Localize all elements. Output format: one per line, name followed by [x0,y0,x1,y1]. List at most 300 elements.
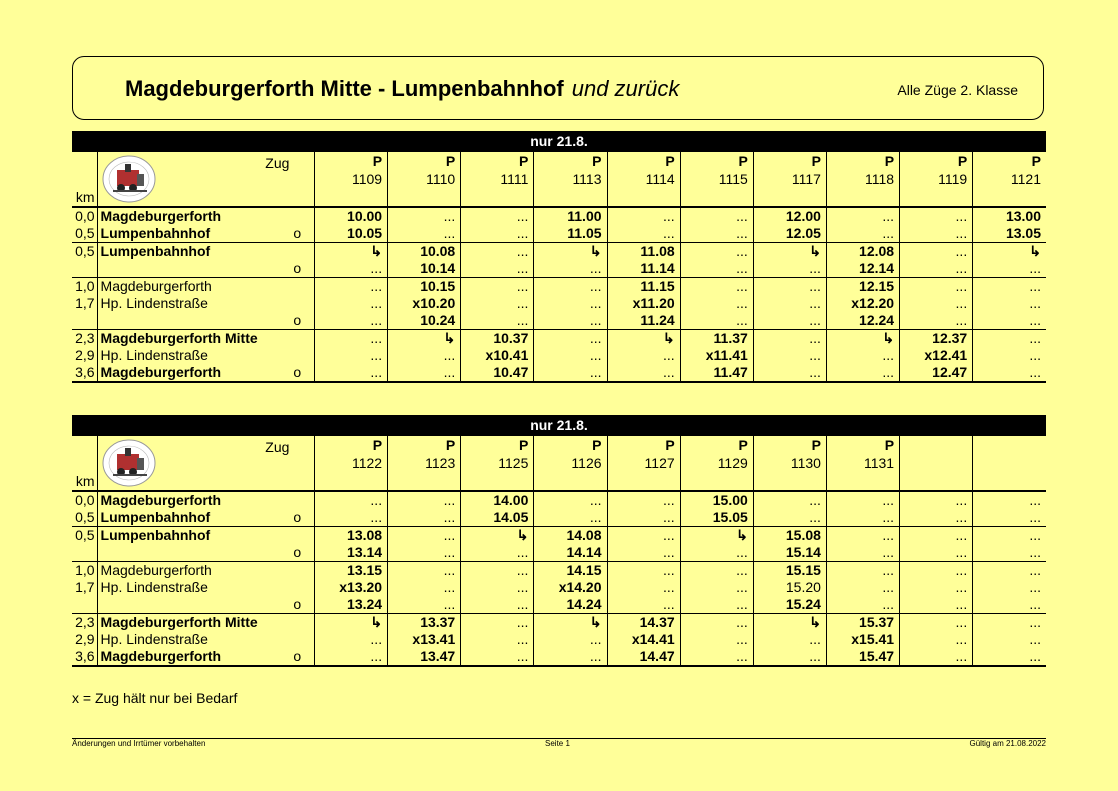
class-note: Alle Züge 2. Klasse [897,82,1018,98]
train-number: 1109 [314,170,387,188]
continuation-arrow-icon: ↳ [826,330,899,348]
table-row [72,614,1046,632]
railway-logo [101,154,157,204]
time-cell: 13.14 [314,544,387,562]
time-cell: 11.15 [607,278,680,296]
train-category: P [753,152,826,170]
time-cell: ... [607,364,680,382]
time-cell: ... [607,562,680,580]
footnote: x = Zug hält nur bei Bedarf [72,690,238,706]
time-cell: ... [900,544,973,562]
time-cell: ... [680,295,753,312]
time-cell: x11.20 [607,295,680,312]
time-cell: ... [680,562,753,580]
train-category: P [314,436,387,454]
time-cell: ... [607,347,680,364]
train-category-row [72,152,1046,170]
time-cell: x13.20 [314,579,387,596]
time-cell: ... [314,364,387,382]
time-cell: ... [607,579,680,596]
station-name: Hp. Lindenstraße [100,579,208,595]
departure-mark: o [293,364,314,382]
time-cell: ... [680,278,753,296]
train-number: 1127 [607,454,680,472]
time-cell: ... [900,614,973,632]
time-cell: ... [1029,295,1041,311]
time-cell: x10.41 [461,347,534,364]
time-cell: ... [753,278,826,296]
time-cell: ... [1029,579,1041,595]
time-cell: ... [900,631,973,648]
departure-mark [293,243,314,261]
time-cell: 12.37 [900,330,973,348]
footer-center: Seite 1 [545,739,570,748]
km-value [72,312,97,330]
logo-cell [97,436,293,491]
time-cell: x15.41 [826,631,899,648]
time-cell: ... [534,312,607,330]
time-cell: ... [753,260,826,278]
continuation-arrow-icon: ↳ [607,330,680,348]
station-name: Lumpenbahnhof [100,225,211,241]
time-cell: 15.20 [753,579,826,596]
table-row [72,330,1046,348]
page-title [125,76,679,102]
time-cell: 14.37 [607,614,680,632]
time-cell: ... [680,260,753,278]
train-number: 1126 [534,454,607,472]
time-cell: 12.05 [753,225,826,243]
time-cell: x11.41 [680,347,753,364]
train-category: P [388,152,461,170]
time-cell: 13.05 [1005,225,1041,241]
train-category: P [314,152,387,170]
time-cell: ... [1029,544,1041,560]
time-cell: ... [314,260,387,278]
time-cell: ... [900,312,973,330]
time-cell: 15.00 [680,491,753,509]
continuation-arrow-icon: ↳ [534,243,607,261]
train-number: 1113 [534,170,607,188]
time-cell: 13.08 [314,527,387,545]
train-number: 1119 [900,170,973,188]
time-cell: ... [900,295,973,312]
time-cell: ... [607,544,680,562]
continuation-arrow-icon: ↳ [753,243,826,261]
train-category: P [680,152,753,170]
time-cell: ... [314,509,387,527]
departure-mark [293,579,314,596]
time-cell: 12.47 [900,364,973,382]
table-row [72,312,1046,330]
time-cell: ... [826,596,899,614]
time-cell: ... [534,491,607,509]
time-cell: ... [534,631,607,648]
time-cell: ... [753,631,826,648]
time-cell: ... [826,207,899,225]
time-cell: ... [753,491,826,509]
time-cell: ... [900,579,973,596]
time-cell: ... [607,225,680,243]
time-cell: ... [461,579,534,596]
time-cell: ... [680,207,753,225]
table-row [72,491,1046,509]
departure-mark: o [293,225,314,243]
km-value: 0,0 [72,207,97,225]
time-cell: ... [1029,260,1041,276]
time-cell: ... [826,509,899,527]
departure-mark: o [293,312,314,330]
time-cell: ... [973,527,1046,545]
train-category: P [534,152,607,170]
time-cell: 10.37 [461,330,534,348]
time-cell: ... [973,364,1046,382]
time-cell: x14.20 [534,579,607,596]
time-cell: ... [314,491,387,509]
time-cell: 10.47 [461,364,534,382]
time-cell: ... [461,631,534,648]
header-box [72,56,1044,120]
table-row [72,579,1046,596]
banner-row [72,415,1046,436]
km-value: 2,9 [72,631,97,648]
km-value: 1,0 [72,278,97,296]
time-cell: 15.15 [753,562,826,580]
km-value: 3,6 [72,364,97,382]
time-cell: 13.00 [973,207,1046,225]
train-number: 1129 [680,454,753,472]
train-category [973,436,1046,454]
train-number: 1115 [680,170,753,188]
departure-mark [293,527,314,545]
time-cell: ... [607,207,680,225]
time-cell: ... [461,544,534,562]
km-value: 0,5 [72,225,97,243]
time-cell: ... [314,648,387,666]
time-cell: ... [388,491,461,509]
time-cell: ... [826,225,899,243]
time-cell: ... [826,544,899,562]
train-category: P [826,152,899,170]
time-cell: ... [607,491,680,509]
time-cell: ... [900,491,973,509]
km-value [72,260,97,278]
table-row [72,243,1046,261]
time-cell: ... [388,364,461,382]
km-label: km [72,188,97,207]
train-number: 1111 [461,170,534,188]
train-category: P [461,152,534,170]
station-name: Hp. Lindenstraße [100,347,208,363]
time-cell: ... [680,312,753,330]
km-value: 0,5 [72,243,97,261]
departure-mark [293,278,314,296]
table-row [72,295,1046,312]
table-row [72,260,1046,278]
train-category [900,436,973,454]
time-cell: 10.14 [388,260,461,278]
table-row [72,631,1046,648]
time-cell: ... [314,330,387,348]
time-cell: ... [534,648,607,666]
time-cell: 10.00 [314,207,387,225]
time-cell: 14.08 [534,527,607,545]
time-cell: 14.05 [461,509,534,527]
time-cell: 13.37 [388,614,461,632]
timetable-block-2 [72,415,1046,667]
departure-mark: o [293,596,314,614]
continuation-arrow-icon: ↳ [753,614,826,632]
departure-mark: o [293,648,314,666]
train-category: P [900,152,973,170]
time-cell: ... [461,243,534,261]
station-name: Magdeburgerforth [97,207,293,225]
time-cell: ... [388,579,461,596]
time-cell: ... [314,278,387,296]
time-cell: ... [461,596,534,614]
time-cell: ... [900,648,973,666]
train-number: 1114 [607,170,680,188]
train-category: P [753,436,826,454]
time-cell: ... [534,260,607,278]
train-category: P [680,436,753,454]
timetable-block-1 [72,131,1046,383]
time-cell: 11.37 [680,330,753,348]
banner: nur 21.8. [72,415,1046,436]
km-value: 0,5 [72,527,97,545]
time-cell: 10.15 [388,278,461,296]
time-cell: ... [388,207,461,225]
railway-logo [101,438,157,488]
km-value: 2,3 [72,330,97,348]
time-cell: ... [826,491,899,509]
train-number: 1123 [388,454,461,472]
train-category: P [826,436,899,454]
time-cell: ... [900,225,973,243]
station-name: Magdeburgerforth [97,648,293,666]
time-cell: ... [534,295,607,312]
time-cell: ... [534,278,607,296]
table-row [72,347,1046,364]
time-cell: 11.24 [607,312,680,330]
time-cell: 15.14 [753,544,826,562]
time-cell: ... [388,509,461,527]
time-cell: ... [753,364,826,382]
time-cell: ... [388,527,461,545]
station-name [97,260,293,278]
time-cell: 13.15 [314,562,387,580]
train-category: P [461,436,534,454]
time-cell: ... [461,614,534,632]
time-cell: ... [388,347,461,364]
time-cell: ... [680,579,753,596]
time-cell: ... [461,295,534,312]
station-name: Magdeburgerforth Mitte [97,614,293,632]
time-cell: ... [753,509,826,527]
time-cell: ... [461,312,534,330]
km-value: 0,5 [72,509,97,527]
time-cell: 14.47 [607,648,680,666]
continuation-arrow-icon: ↳ [973,243,1046,261]
station-name [97,596,293,614]
time-cell: 11.00 [534,207,607,225]
time-cell: ... [680,614,753,632]
continuation-arrow-icon: ↳ [314,243,387,261]
time-cell: ... [388,544,461,562]
time-cell: 12.00 [753,207,826,225]
table-row [72,527,1046,545]
banner: nur 21.8. [72,131,1046,152]
departure-mark [293,295,314,312]
departure-mark: o [293,509,314,527]
table-row [72,225,1046,243]
train-category-row [72,436,1046,454]
station-name [97,544,293,562]
train-number: 1121 [1010,171,1041,187]
train-number [973,454,1046,472]
train-category: P [534,436,607,454]
time-cell: ... [680,631,753,648]
continuation-arrow-icon: ↳ [534,614,607,632]
continuation-arrow-icon: ↳ [680,527,753,545]
time-cell: 14.00 [461,491,534,509]
time-cell: ... [680,225,753,243]
continuation-arrow-icon: ↳ [314,614,387,632]
time-cell: ... [973,614,1046,632]
train-category: P [1031,153,1041,169]
departure-mark [293,614,314,632]
banner-row [72,131,1046,152]
train-number: 1131 [826,454,899,472]
title-suffix: und zurück [571,76,680,101]
time-cell: ... [388,562,461,580]
time-cell: ... [461,648,534,666]
train-number: 1110 [388,170,461,188]
time-cell: ... [900,207,973,225]
title-main: Magdeburgerforth Mitte - Lumpenbahnhof [125,76,564,101]
time-cell: ... [314,347,387,364]
time-cell: ... [388,596,461,614]
km-value: 2,9 [72,347,97,364]
time-cell: ... [826,347,899,364]
time-cell: 14.15 [534,562,607,580]
time-cell: 12.08 [826,243,899,261]
km-value [72,596,97,614]
time-cell: ... [1029,312,1041,328]
time-cell: 11.05 [534,225,607,243]
time-cell: ... [607,509,680,527]
time-cell: ... [753,648,826,666]
departure-mark: o [293,260,314,278]
time-cell: 13.47 [388,648,461,666]
time-cell: ... [826,562,899,580]
train-number: 1130 [753,454,826,472]
table-row [72,562,1046,580]
time-cell: 12.24 [826,312,899,330]
time-cell: ... [534,347,607,364]
time-cell: ... [753,312,826,330]
train-number: 1118 [826,170,899,188]
station-name: Magdeburgerforth [97,562,293,580]
time-cell: ... [314,312,387,330]
departure-mark [293,207,314,225]
time-cell: ... [680,596,753,614]
train-number [900,454,973,472]
train-number: 1117 [753,170,826,188]
departure-mark [293,562,314,580]
table-row [72,596,1046,614]
time-cell: ... [973,562,1046,580]
time-cell: 15.05 [680,509,753,527]
time-cell: ... [314,631,387,648]
station-name: Lumpenbahnhof [97,243,293,261]
time-cell: ... [973,278,1046,296]
time-cell: ... [534,509,607,527]
footer-left: Änderungen und Irrtümer vorbehalten [72,739,206,748]
time-cell: ... [607,527,680,545]
km-value: 1,7 [72,579,97,596]
continuation-arrow-icon: ↳ [388,330,461,348]
continuation-arrow-icon: ↳ [461,527,534,545]
train-number: 1122 [314,454,387,472]
time-cell: ... [461,207,534,225]
station-name: Magdeburgerforth [97,364,293,382]
time-cell: ... [534,364,607,382]
time-cell: x14.41 [607,631,680,648]
train-category: P [607,152,680,170]
time-cell: x10.20 [388,295,461,312]
time-cell: 10.08 [388,243,461,261]
station-name: Lumpenbahnhof [97,527,293,545]
time-cell: 11.14 [607,260,680,278]
time-cell: 15.37 [826,614,899,632]
departure-mark [293,330,314,348]
time-cell: 11.08 [607,243,680,261]
station-name: Hp. Lindenstraße [100,295,208,311]
zug-label: Zug [265,439,290,455]
station-name [97,312,293,330]
time-cell: ... [753,330,826,348]
time-cell: 12.15 [826,278,899,296]
time-cell: ... [826,364,899,382]
time-cell: ... [461,260,534,278]
km-value: 1,7 [72,295,97,312]
time-cell: ... [826,579,899,596]
train-category: P [607,436,680,454]
time-cell: 15.24 [753,596,826,614]
train-category: P [388,436,461,454]
time-cell: ... [900,243,973,261]
km-value: 1,0 [72,562,97,580]
time-cell: 14.14 [534,544,607,562]
time-cell: ... [1029,631,1041,647]
logo-cell [97,152,293,207]
time-cell: ... [973,491,1046,509]
table-row [72,207,1046,225]
table-row [72,509,1046,527]
time-cell: ... [680,544,753,562]
table-row [72,648,1046,666]
time-cell: ... [461,225,534,243]
time-cell: x12.20 [826,295,899,312]
time-cell: ... [680,243,753,261]
train-number: 1125 [461,454,534,472]
time-cell: ... [1029,347,1041,363]
table-row [72,364,1046,382]
time-cell: x13.41 [388,631,461,648]
time-cell: ... [900,596,973,614]
km-value [72,544,97,562]
